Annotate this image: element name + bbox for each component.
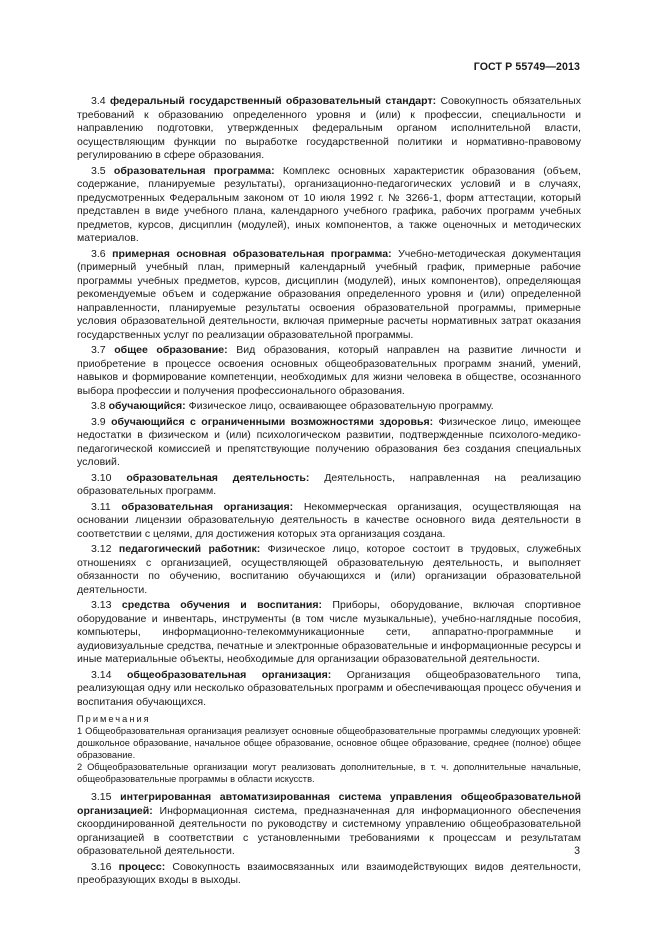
definition-text: Физическое лицо, имеющее недостатки в физическом и (или) психологическом развитии, подтвержденные психолого-медико-педагогической комиссией и препятствующие получению образования без создания специальных условий. [77,415,581,468]
definition-number: 3.13 [91,599,112,611]
definition-item [77,472,581,499]
definition-number: 3.15 [91,791,112,804]
definition-item [77,95,581,163]
definition-item [77,791,581,859]
note-item: 2 Общеобразовательные организации могут реализовать дополнительные, в т. ч. дополнительные начальные, общеобразовательные программы в области искусств. [77,761,581,784]
standard-header: ГОСТ Р 55749—2013 [473,61,580,73]
definition-term: процесс: [118,860,166,873]
notes-block [77,714,581,785]
definition-number: 3.8 [91,400,106,412]
definition-number: 3.4 [91,95,106,107]
definition-text: Организация общеобразовательного типа, реализующая одну или несколько образовательных программ и обеспечивающая процесс обучения и воспитания обучающихся. [77,668,582,708]
definition-number: 3.11 [91,500,111,513]
definition-term: образовательная деятельность: [126,471,310,484]
definition-number: 3.9 [91,415,106,428]
definitions-list-1 [77,95,581,709]
definition-item [77,599,581,667]
definition-number: 3.14 [91,668,112,681]
definition-item [77,400,581,414]
definition-text: Деятельность, направленная на реализацию образовательных программ. [77,471,581,497]
definition-term: образовательная организация: [121,500,294,513]
definition-term: обучающийся: [108,400,186,412]
definition-term: образовательная программа: [113,164,275,177]
definition-term: примерная основная образовательная программа: [112,247,392,260]
definition-text: Информационная система, предназначенная для информационного обеспечения скоординированной деятельности по руководству и системному управлению общеобразовательной организацией в соответствии с установленными требованиями к процессам и результатам образовательной деятельности. [77,804,581,858]
definition-item [77,248,581,343]
definition-item [77,543,581,597]
definition-term: общее образование: [114,344,228,356]
definition-number: 3.16 [91,860,112,873]
page-number: 3 [574,845,580,857]
definition-item [77,861,581,888]
definition-number: 3.12 [91,543,112,555]
definition-text: Учебно-методическая документация (примерный учебный план, примерный календарный учебный график, примерные рабочие программы учебных предметов, курсов, дисциплин (модулей), иных компонентов), определяющая рекомендуемые объем и содержание образования определенного уровня и (или) определенной направленности, планируемые результаты освоения образовательной программы, примерные условия образовательной деятельности, включая примерные расчеты нормативных затрат оказания государственных услуг по реализации образовательной программы. [77,247,582,341]
definition-number: 3.5 [91,164,106,177]
definition-term: обучающийся с ограниченными возможностями здоровья: [111,415,434,428]
definition-text: Комплекс основных характеристик образования (объем, содержание, планируемые результаты), организационно-педагогических условий и в случаях, предусмотренных Федеральным законом от 10 июля 1992 г. № 3266-1, форм аттестации, который представлен в виде учебного плана, календарного учебного графика, рабочих программ учебных предметов, курсов, дисциплин (модулей), иных компонентов, а также оценочных и методических материалов. [77,164,581,244]
definitions-content [77,95,581,890]
definition-text: Вид образования, который направлен на развитие личности и приобретение в процессе освоения основных общеобразовательных программ знаний, умений, навыков и формирование компетенции, необходимых для жизни человека в обществе, осознанного выбора профессии и получения профессионального образования. [77,344,581,397]
definition-number: 3.10 [91,471,112,484]
definition-item [77,669,581,710]
definition-number: 3.6 [91,247,106,260]
definition-text: Физическое лицо, осваивающее образовательную программу. [188,400,494,412]
definition-item [77,165,581,246]
definition-term: интегрированная автоматизированная система управления общеобразовательной организацией: [77,791,581,817]
definition-number: 3.7 [91,344,106,356]
definition-item [77,344,581,398]
definition-item [77,501,581,542]
definition-term: федеральный государственный образовательный стандарт: [109,95,437,107]
note-item: 1 Общеобразовательная организация реализует основные общеобразовательные программы следующих уровней: дошкольное образование, начальное общее образование, основное общее образование, среднее (полное) общее образование. [77,725,581,760]
definition-text: Совокупность взаимосвязанных или взаимодействующих видов деятельности, преобразующих входы в выходы. [77,860,581,887]
definition-text: Совокупность обязательных требований к образованию определенного уровня и (или) к профессии, специальности и направлению подготовки, утвержденных федеральным органом исполнительной власти, осуществляющим функции по выработке государственной политики и нормативно-правовому регулированию в сфере образования. [77,95,581,161]
definitions-list-2 [77,791,581,888]
definition-item [77,416,581,470]
definition-text: Физическое лицо, которое состоит в трудовых, служебных отношениях с организацией, осуществляющей образовательную деятельность, и выполняет обязанности по обучению, воспитанию обучающихся и (или) организации образовательной деятельности. [77,543,582,596]
definition-text: Некоммерческая организация, осуществляющая на основании лицензии образовательную деятельность в качестве основного вида деятельности в соответствии с целями, для достижения которых эта организация создана. [77,500,581,540]
definition-term: средства обучения и воспитания: [121,599,323,611]
definition-text: Приборы, оборудование, включая спортивное оборудование и инвентарь, инструменты (в том числе музыкальные), учебно-наглядные пособия, компьютеры, информационно-телекоммуникационные сети, аппаратно-программные и аудиовизуальные средства, печатные и электронные образовательные и информационные ресурсы и иные материальные объекты, необходимые для организации образовательной деятельности. [77,599,581,665]
notes-title: Примечания [77,714,151,724]
definition-term: общеобразовательная организация: [126,668,332,681]
definition-term: педагогический работник: [118,543,261,555]
